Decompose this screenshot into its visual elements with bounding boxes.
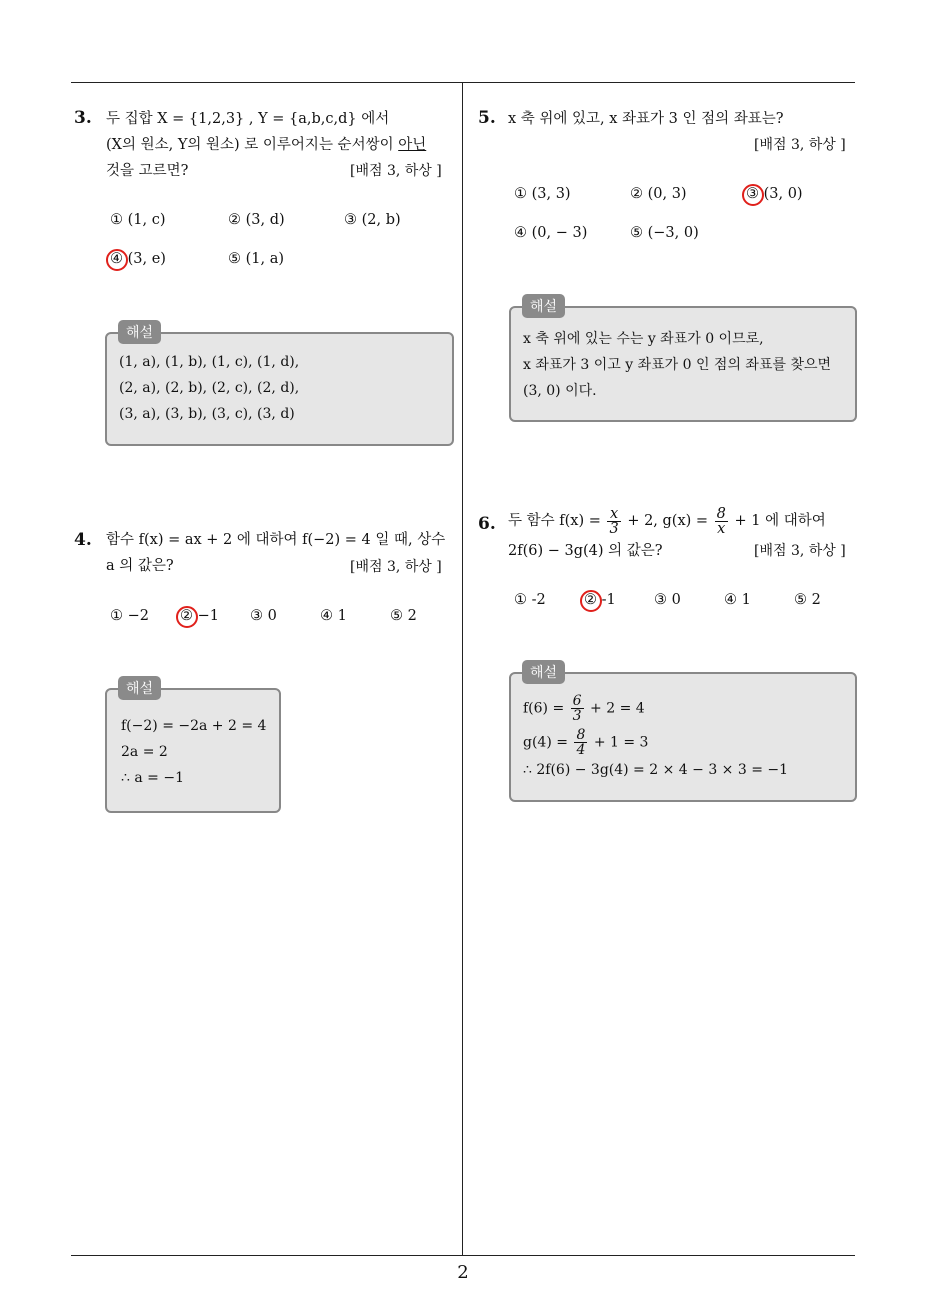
underlined-word: 아닌 [398,137,427,153]
question-line: x 축 위에 있고, x 좌표가 3 인 점의 좌표는? [508,111,784,127]
question-number: 4. [74,530,92,550]
top-rule [71,82,855,83]
fraction-numerator: 8 [576,727,586,743]
solution-line: (3, 0) 이다. [523,383,597,399]
option-1[interactable]: ① −2 [110,608,149,624]
solution-line [523,728,648,757]
option-5[interactable]: ⑤ 2 [794,592,821,608]
solution-line: ∴ a = −1 [121,770,184,786]
question-line: a 의 값은? [106,558,174,574]
solution-line: ∴ 2f(6) − 3g(4) = 2 × 4 − 3 × 3 = −1 [523,762,789,778]
question-number: 5. [478,108,496,128]
option-1[interactable]: ① -2 [514,592,546,608]
question-line-part: + 1 에 대하여 [734,513,826,529]
bottom-rule [71,1255,855,1256]
solution-line: (2, a), (2, b), (2, c), (2, d), [119,380,300,396]
option-5[interactable]: ⑤ 2 [390,608,417,624]
fraction-8-over-x [715,507,728,536]
solution-line [523,694,645,723]
option-4[interactable]: ④ (0, − 3) [514,225,588,241]
option-2[interactable]: ② (0, 3) [630,186,687,202]
answer-circle-mark [106,249,128,271]
question-line: 2f(6) − 3g(4) 의 값은? [508,543,663,559]
question-line [106,132,456,158]
fraction-numerator: x [607,507,620,522]
solution-line: (3, a), (3, b), (3, c), (3, d) [119,406,295,422]
option-2[interactable]: ② -1 [584,592,616,608]
option-2[interactable]: ② −1 [180,608,219,624]
fraction-denominator: x [717,520,726,537]
page-number: 2 [457,1262,469,1283]
solution-line: x 축 위에 있는 수는 y 좌표가 0 이므로, [523,331,764,347]
solution-box [105,332,454,446]
option-2[interactable]: ② (3, d) [228,212,285,228]
solution-line: 2a = 2 [121,744,168,760]
score-label: [배점 3, 하상 ] [754,137,846,153]
question-line: 두 집합 X = {1,2,3} , Y = {a,b,c,d} 에서 [106,111,390,127]
score-label: [배점 3, 하상 ] [350,559,442,575]
question-line: 것을 고르면? [106,163,189,179]
fraction-8-over-4 [574,728,587,757]
answer-circle-mark [742,184,764,206]
question-line-part: 두 함수 f(x) = [508,513,601,529]
question-line-part: (X의 원소, Y의 원소) 로 이루어지는 순서쌍이 [106,137,399,153]
fraction-numerator: 8 [716,505,726,522]
solution-tag: 해설 [522,294,565,318]
question-line: 함수 f(x) = ax + 2 에 대하여 f(−2) = 4 일 때, 상수 [106,532,446,548]
option-3[interactable]: ③ (3, 0) [746,186,803,202]
question-line [508,506,853,536]
solution-tag: 해설 [118,320,161,344]
option-3[interactable]: ③ 0 [654,592,681,608]
option-4[interactable]: ④ 1 [320,608,347,624]
solution-box [509,672,857,802]
solution-line: (1, a), (1, b), (1, c), (1, d), [119,354,300,370]
solution-line: f(−2) = −2a + 2 = 4 [121,718,267,734]
option-1[interactable]: ① (3, 3) [514,186,571,202]
score-label: [배점 3, 하상 ] [350,163,442,179]
answer-circle-mark [176,606,198,628]
fraction-numerator: 6 [572,693,582,709]
option-3[interactable]: ③ (2, b) [344,212,401,228]
fraction-denominator: 3 [572,708,582,724]
question-text [508,106,853,132]
question-line-part: + 2, g(x) = [627,513,709,529]
solution-box [509,306,857,422]
solution-tag: 해설 [118,676,161,700]
option-1[interactable]: ① (1, c) [110,212,166,228]
fraction-denominator: 3 [609,520,619,537]
option-4[interactable]: ④ 1 [724,592,751,608]
solution-tag: 해설 [522,660,565,684]
solution-part: g(4) = [523,734,568,751]
score-label: [배점 3, 하상 ] [754,543,846,559]
solution-box [105,688,281,813]
option-4[interactable]: ④ (3, e) [110,251,166,267]
question-number: 6. [478,514,496,534]
answer-circle-mark [580,590,602,612]
solution-part: + 2 = 4 [590,700,645,717]
option-3[interactable]: ③ 0 [250,608,277,624]
solution-part: f(6) = [523,700,565,717]
solution-part: + 1 = 3 [593,734,649,751]
question-number: 3. [74,108,92,128]
fraction-denominator: 4 [576,742,586,758]
fraction-x-over-3 [607,507,620,536]
option-5[interactable]: ⑤ (1, a) [228,251,285,267]
column-divider [462,82,463,1256]
solution-line: x 좌표가 3 이고 y 좌표가 0 인 점의 좌표를 찾으면 [523,357,832,373]
option-5[interactable]: ⑤ (−3, 0) [630,225,699,241]
fraction-6-over-3 [571,694,584,723]
